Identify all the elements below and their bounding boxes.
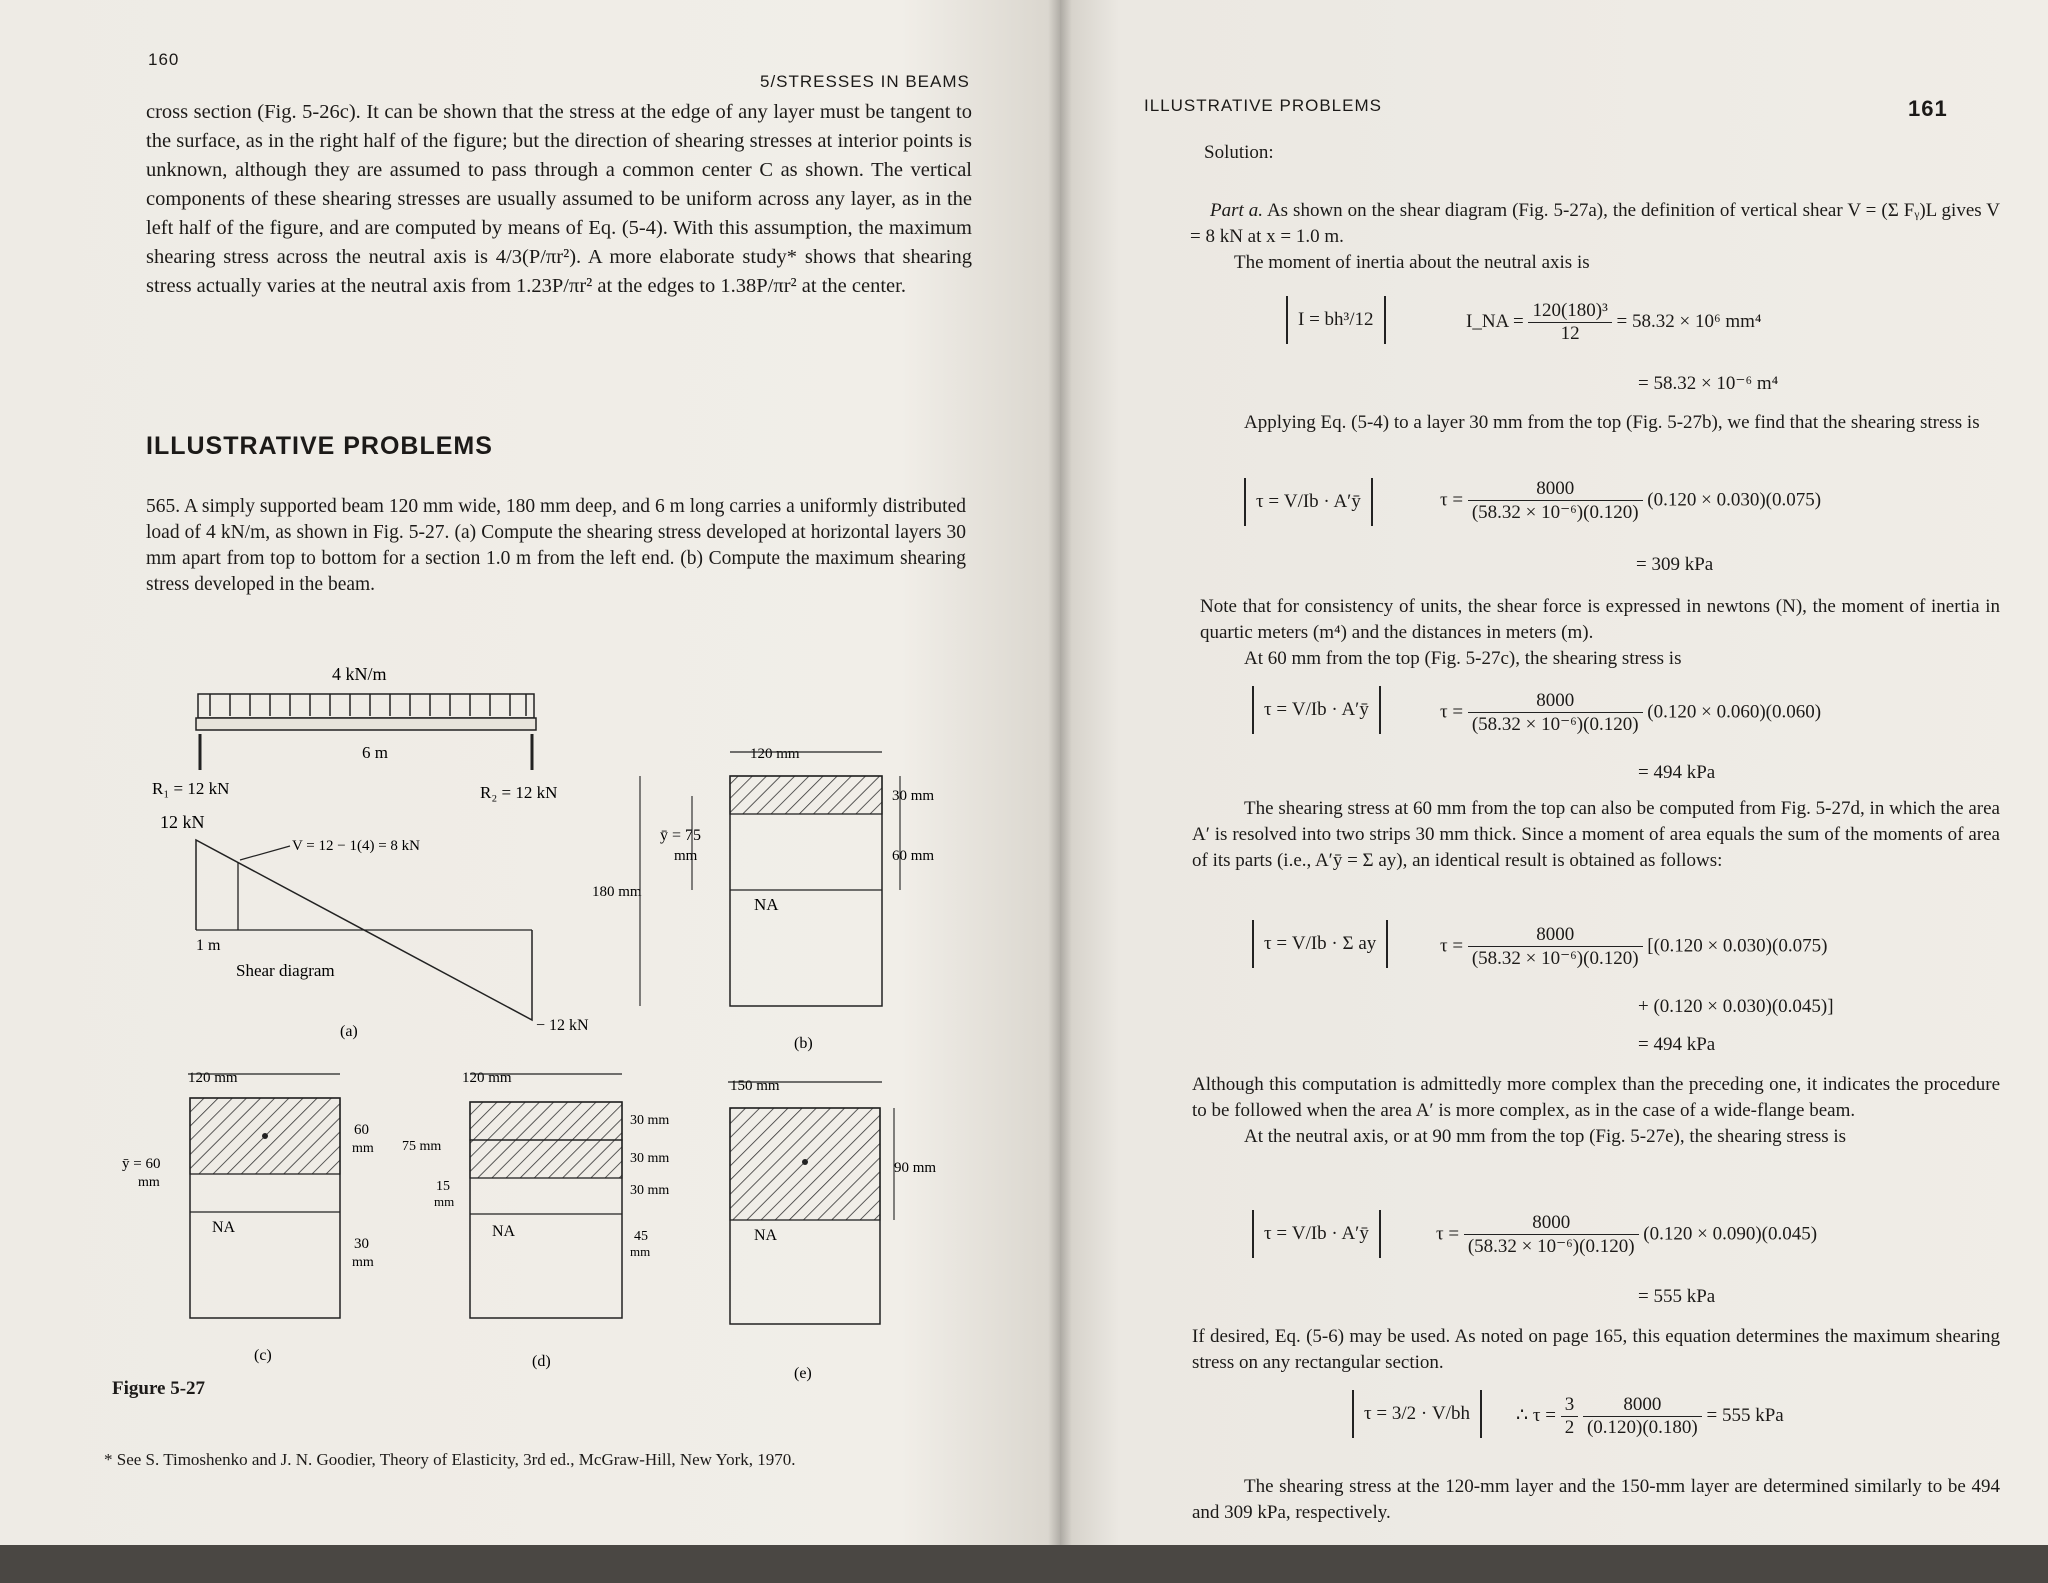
note-paragraph xyxy=(1200,594,2000,672)
d-15-label: 15 xyxy=(436,1179,450,1194)
figure-caption: Figure 5-27 xyxy=(112,1378,206,1399)
equation-1-rhs xyxy=(1466,300,1762,345)
d-45-label: 45 xyxy=(634,1229,648,1244)
c-na-label: NA xyxy=(212,1219,236,1236)
d-45-mm: mm xyxy=(630,1244,651,1259)
eq1-lhs: I_NA = xyxy=(1466,310,1524,332)
part-a-paragraph xyxy=(1190,198,2000,276)
c-ybar-label: ȳ = 60 xyxy=(122,1156,161,1172)
r2-label: R₂ = 12 kN xyxy=(480,783,558,802)
problem-text: 565. A simply supported beam 120 mm wide, 180 mm deep, and 6 m long carries a uniformly distributed load of 4 kN/m, as shown in Fig. 5-27. (a) Compute the shearing stress developed at horizontal layers 30 mm apart from top to bottom for a section 1.0 m from the left end. (b) Compute the maximum shearing stress developed in the beam. xyxy=(146,496,966,595)
page-number-left: 160 xyxy=(148,50,180,69)
at60-text: At 60 mm from the top (Fig. 5-27c), the shearing stress is xyxy=(1244,648,1682,669)
eq3-result: = 494 kPa xyxy=(1638,762,1716,783)
b-hatch xyxy=(730,776,882,814)
equation-2: τ = V/Ib · A′ȳ xyxy=(1244,478,1373,526)
b-ybar-mm: mm xyxy=(674,848,698,864)
figure-5-27 xyxy=(100,650,1000,1410)
label-a: (a) xyxy=(340,1023,358,1040)
span-label: 6 m xyxy=(362,743,388,762)
intro-paragraph xyxy=(146,98,972,301)
c-60-mm: mm xyxy=(352,1141,374,1156)
d-na-label: NA xyxy=(492,1223,516,1240)
label-e: (e) xyxy=(794,1365,812,1382)
ifdesired-text: If desired, Eq. (5-6) may be used. As noted on page 165, this equation determines the maximum shearing stress on any rectangular section. xyxy=(1192,1326,2000,1373)
b-30-label: 30 mm xyxy=(892,788,935,804)
e-na-label: NA xyxy=(754,1227,778,1244)
b-na-label: NA xyxy=(754,895,779,914)
final-text: The shearing stress at the 120-mm layer and the 150-mm layer are determined similarly to be 494 and 309 kPa, respectively. xyxy=(1192,1476,2000,1523)
page-bottom-shadow xyxy=(0,1545,2048,1583)
eq2-result: = 309 kPa xyxy=(1636,554,1714,575)
d-hatch-top xyxy=(470,1102,622,1140)
eq1-bracket: I = bh³/12 xyxy=(1286,296,1386,344)
b-180-label: 180 mm xyxy=(592,884,642,900)
load-block xyxy=(198,694,534,718)
eq1-result2: = 58.32 × 10⁻⁶ m⁴ xyxy=(1638,373,1779,394)
although-text: Although this computation is admittedly more complex than the preceding one, it indicates the procedure to be followed when the area A′ is more complex, as in the case of a wide-flange beam. xyxy=(1192,1074,2000,1121)
na-text: At the neutral axis, or at 90 mm from the top (Fig. 5-27e), the shearing stress is xyxy=(1244,1126,1847,1147)
part-a-label: Part a. xyxy=(1210,200,1264,221)
label-c: (c) xyxy=(254,1347,272,1364)
d-30a-label: 30 mm xyxy=(630,1113,670,1128)
equation-4: τ = V/Ib · Σ ay xyxy=(1252,920,1388,968)
c-30-label: 30 xyxy=(354,1236,369,1252)
equation-3: τ = V/Ib · A′ȳ xyxy=(1252,686,1381,734)
shear-diagram-label: Shear diagram xyxy=(236,961,335,980)
r1-label: R₁ = 12 kN xyxy=(152,779,230,798)
eq1-den: 12 xyxy=(1560,323,1580,344)
running-head-right: ILLUSTRATIVE PROBLEMS xyxy=(1144,96,1382,115)
equation-6: τ = 3/2 · V/bh xyxy=(1352,1390,1482,1438)
solution-label: Solution: xyxy=(1204,142,1274,163)
equation-3-rhs: τ = $\frac{8000}{\text{(58.32 × 10⁻⁶)(0.120)}}$ (0.120 × 0.060)(0.060) xyxy=(1440,690,1822,735)
d-15-mm: mm xyxy=(434,1194,455,1209)
equation-4-rhs: τ = $\frac{8000}{\text{(58.32 × 10⁻⁶)(0.120)}}$ [(0.120 × 0.030)(0.075) xyxy=(1440,924,1828,969)
c-30-mm: mm xyxy=(352,1255,374,1270)
eq4-result: = 494 kPa xyxy=(1638,1034,1716,1055)
e-width-label: 150 mm xyxy=(730,1078,780,1094)
applying-text: Applying Eq. (5-4) to a layer 30 mm from the top (Fig. 5-27b), we find that the shearing stress is xyxy=(1244,412,1980,433)
equation-1 xyxy=(1286,296,1386,344)
c-60-label: 60 xyxy=(354,1122,369,1138)
d-width-label: 120 mm xyxy=(462,1070,512,1086)
one-m-label: 1 m xyxy=(196,937,221,954)
label-d: (d) xyxy=(532,1353,551,1370)
c-ybar-mm: mm xyxy=(138,1175,160,1190)
v-line-label: V = 12 − 1(4) = 8 kN xyxy=(292,838,421,854)
label-b: (b) xyxy=(794,1035,813,1052)
although-paragraph xyxy=(1192,1072,2000,1150)
b-60-label: 60 mm xyxy=(892,848,935,864)
equation-2-rhs: τ = $\frac{8000}{\text{(58.32 × 10⁻⁶)(0.120)}}$ (0.120 × 0.030)(0.075) xyxy=(1440,478,1822,523)
running-head-left: 5/STRESSES IN BEAMS xyxy=(760,72,970,91)
c-width-label: 120 mm xyxy=(188,1070,238,1086)
problem-paragraph xyxy=(146,494,966,598)
page-number-right: 161 xyxy=(1908,96,1948,121)
eq1-result: = 58.32 × 10⁶ mm⁴ xyxy=(1616,310,1762,332)
v-top-label: 12 kN xyxy=(160,812,205,832)
e-90-label: 90 mm xyxy=(894,1160,937,1176)
equation-6-rhs: ∴ τ = $\frac{3}{2}$ $\frac{8000}{(0.120)(0.180)}$ = 555 kPa xyxy=(1516,1394,1784,1438)
load-arrows xyxy=(210,694,526,716)
b-ybar-label: ȳ = 75 xyxy=(660,827,702,844)
book-gutter xyxy=(1048,0,1072,1583)
equation-5: τ = V/Ib · A′ȳ xyxy=(1252,1210,1381,1258)
v-leader xyxy=(240,846,290,860)
eq4-tail2: + (0.120 × 0.030)(0.045)] xyxy=(1638,996,1834,1017)
intro-text: cross section (Fig. 5-26c). It can be shown that the stress at the edge of any layer must be tangent to the surface, as in the right half of the figure; but the direction of shearing stresses at interior points is unknown, although they are assumed to pass through a common center C as shown. The vertical components of these shearing stresses are usually assumed to be uniform across any layer, as in the left half of the figure, and are computed by means of Eq. (5-4). With this assumption, the maximum shearing stress across the neutral axis is 4/3(P/πr²). A more elaborate study* shows that shearing stress actually varies at the neutral axis from 1.23P/πr² at the edges to 1.38P/πr² at the center. xyxy=(146,101,972,297)
c-centroid xyxy=(262,1133,268,1139)
load-label: 4 kN/m xyxy=(332,664,387,684)
b-width-label: 120 mm xyxy=(750,746,800,762)
eq5-result: = 555 kPa xyxy=(1638,1286,1716,1307)
d-75-label: 75 mm xyxy=(402,1139,442,1154)
eq1-num: 120(180)³ xyxy=(1528,300,1611,323)
beam xyxy=(196,718,536,730)
footnote: * See S. Timoshenko and J. N. Goodier, Theory of Elasticity, 3rd ed., McGraw-Hill, New York, 1970. xyxy=(104,1450,796,1469)
moment-text: The moment of inertia about the neutral axis is xyxy=(1234,252,1590,273)
equation-5-rhs: τ = $\frac{8000}{\text{(58.32 × 10⁻⁶)(0.120)}}$ (0.120 × 0.090)(0.045) xyxy=(1436,1212,1818,1257)
d-30b-label: 30 mm xyxy=(630,1151,670,1166)
v-bottom-label: − 12 kN xyxy=(536,1017,589,1034)
e-centroid xyxy=(802,1159,808,1165)
part-a-text: As shown on the shear diagram (Fig. 5-27a), the definition of vertical shear V = (Σ Fᵧ)L gives V = 8 kN at x = 1.0 m. xyxy=(1190,200,2001,247)
d-hatch-bottom xyxy=(470,1140,622,1178)
note-text: Note that for consistency of units, the shear force is expressed in newtons (N), the moment of inertia in quartic meters (m⁴) and the distances in meters (m). xyxy=(1200,596,2000,643)
section-heading: ILLUSTRATIVE PROBLEMS xyxy=(146,432,493,460)
d-30c-label: 30 mm xyxy=(630,1183,670,1198)
right-page xyxy=(1060,0,2048,1583)
alt-text: The shearing stress at 60 mm from the top can also be computed from Fig. 5-27d, in which the area A′ is resolved into two strips 30 mm thick. Since a moment of area equals the sum of the moments of area of its parts (i.e., A′ȳ = Σ ay), an identical result is obtained as follows: xyxy=(1192,798,2000,871)
